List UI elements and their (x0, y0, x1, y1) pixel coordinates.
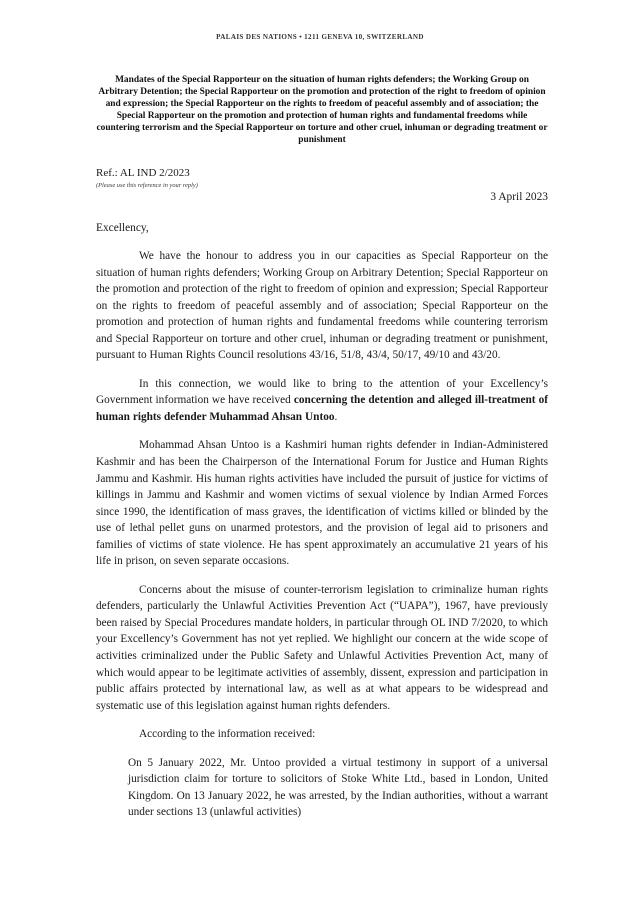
mandate-title: Mandates of the Special Rapporteur on the situation of human rights defenders; the Working Group on Arbitrary Detention; the Special Rapporteur on the promotion and protection of the right to freedom of opinion and expression; the Special Rapporteur on the rights to freedom of peaceful assembly and of association; the Special Rapporteur on the promotion and protection of human rights and fundamental freedoms while countering terrorism and the Special Rapporteur on torture and other cruel, inhuman or degrading treatment or punishment (96, 75, 548, 146)
salutation: Excellency, (96, 222, 149, 234)
letter-date: 3 April 2023 (490, 191, 548, 203)
letter-body (96, 248, 548, 821)
paragraph-subject-tail: . (334, 410, 338, 423)
paragraph-biography: Mohammad Ahsan Untoo is a Kashmiri human rights defender in Indian-Administered Kashmir and has been the Chairperson of the International Forum for Justice and Human Rights Jammu and Kashmir. His human rights activities have included the pursuit of justice for victims of killings in Jammu and Kashmir and women victims of sexual violence by Indian Armed Forces since 1990, the identification of mass graves, the identification of victims killed or blinded by the use of lethal pellet guns on unarmed protestors, and the provision of legal aid to prisoners and families of victims of state violence. He has spent approximately an accumulative 21 years of his life in prison, on seven separate occasions. (96, 439, 548, 568)
paragraph-allegation-account: On 5 January 2022, Mr. Untoo provided a virtual testimony in support of a universal jurisdiction claim for torture to solicitors of Stoke White Ltd., based in London, United Kingdom. On 13 January 2022, he was arrested, by the Indian authorities, without a warrant under sections 13 (unlawful activities) (128, 756, 548, 819)
paragraph-subject (96, 376, 548, 426)
paragraph-subject-emphasis: concerning the detention and alleged ill-treatment of human rights defender Muhammad Ahsan Untoo (96, 394, 548, 423)
reference-block (96, 167, 396, 190)
running-head: PALAIS DES NATIONS • 1211 GENEVA 10, SWITZERLAND (216, 33, 424, 41)
paragraph-capacities: We have the honour to address you in our capacities as Special Rapporteur on the situation of human rights defenders; Working Group on Arbitrary Detention; Special Rapporteur on the promotion and protection of the right to freedom of opinion and expression; Special Rapporteur on the rights to freedom of peaceful assembly and of association; Special Rapporteur on the promotion and protection of human rights and fundamental freedoms while countering terrorism and Special Rapporteur on torture and other cruel, inhuman or degrading treatment or punishment, pursuant to Human Rights Council resolutions 43/16, 51/8, 43/4, 50/17, 49/10 and 43/20. (96, 250, 548, 362)
paragraph-subject-intro: In this connection, we would like to bring to the attention of your Excellency’s Government information we have received (96, 377, 548, 407)
paragraph-legislation-concerns: Concerns about the misuse of counter-terrorism legislation to criminalize human rights defenders, particularly the Unlawful Activities Prevention Act (“UAPA”), 1967, have previously been raised by Special Procedures mandate holders, in particular through OL IND 7/2020, to which your Excellency’s Government has not yet replied. We highlight our concern at the wide scope of activities criminalized under the Public Safety and Unlawful Activities Prevention Act, many of which would appear to be legitimate activities of assembly, dissent, expression and participation in public affairs protected by international law, as well as at what appears to be widespread and systematic use of this legislation against human rights defenders. (96, 583, 548, 712)
information-received-lead-in: According to the information received: (139, 728, 316, 741)
reference-number: Ref.: AL IND 2/2023 (96, 167, 190, 179)
reference-note: (Please use this reference in your reply) (96, 182, 198, 189)
